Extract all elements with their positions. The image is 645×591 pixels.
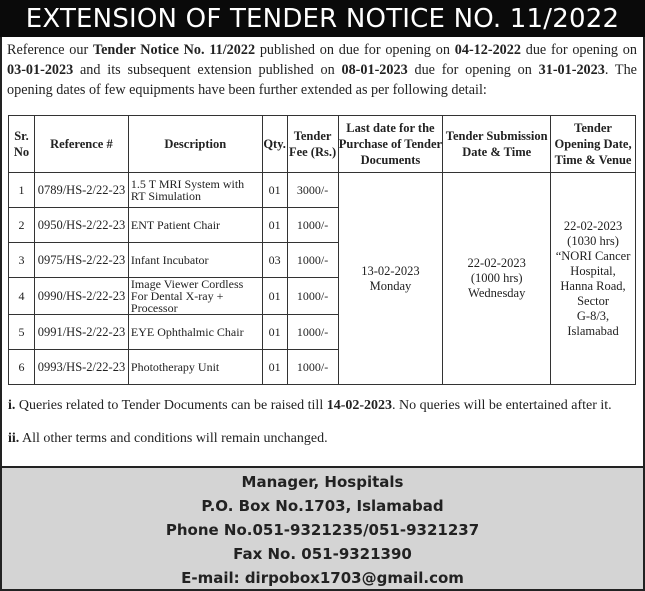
table-row [9,173,636,208]
cell-ref: 0950/HS-2/22-23 [34,208,128,243]
cell-sr: 2 [9,208,35,243]
intro-text: . The opening dates of few equipments have been further extended as per following detail: [7,62,637,98]
cell-ref: 0975/HS-2/22-23 [34,243,128,278]
cell-qty: 01 [262,208,287,243]
footer-phone: Phone No.051-9321235/051-9321237 [165,521,480,539]
column-header: Last date for the Purchase of Tender Documents [338,116,443,173]
note-label: ii. [8,431,20,446]
cell-ref: 0789/HS-2/22-23 [34,173,128,208]
contact-footer [2,466,643,589]
cell-fee: 1000/- [287,350,338,385]
footer-address: P.O. Box No.1703, Islamabad [201,497,444,515]
intro-highlight: 31-01-2023 [538,62,605,78]
notice-title: EXTENSION OF TENDER NOTICE NO. 11/2022 [0,0,645,37]
intro-highlight: 03-01-2023 [7,62,74,78]
footer-fax: Fax No. 051-9321390 [233,545,412,563]
cell-fee: 3000/- [287,173,338,208]
note-text: . No queries will be entertained after it. [392,398,612,413]
column-header: Tender Submission Date & Time [443,116,551,173]
note-text: Queries related to Tender Documents can be raised till [15,398,327,413]
cell-line: Monday [369,278,412,293]
cell-line: Sector [577,293,610,308]
cell-ref: 0993/HS-2/22-23 [34,350,128,385]
cell-line: 22-02-2023 [467,256,526,270]
cell-line: 13-02-2023 [361,263,420,278]
column-header: Sr. No [9,116,35,173]
cell-line: “NORI Cancer [555,248,631,263]
intro-text: due for opening on [407,62,539,78]
cell-desc: Infant Incubator [128,243,262,278]
cell-qty: 03 [262,243,287,278]
table-header-row [9,116,636,173]
cell-sr: 4 [9,278,35,315]
intro-text: Reference our [7,42,93,58]
cell-line: (1030 hrs) [567,233,619,248]
cell-line: G-8/3, [576,308,610,323]
footer-office: Manager, Hospitals [241,473,404,491]
cell-desc: EYE Ophthalmic Chair [128,315,262,350]
cell-sr: 5 [9,315,35,350]
intro-text: and its subsequent extension published on [73,62,342,78]
cell-qty: 01 [262,315,287,350]
column-header: Tender Fee (Rs.) [287,116,338,173]
cell-desc: Phototherapy Unit [128,350,262,385]
column-header: Qty. [262,116,287,173]
cell-line: (1000 hrs) [470,271,523,285]
cell-desc: 1.5 T MRI System with RT Simulation [128,173,262,208]
note-date: 14-02-2023 [326,398,393,413]
cell-fee: 1000/- [287,243,338,278]
cell-qty: 01 [262,173,287,208]
cell-desc: ENT Patient Chair [128,208,262,243]
note-2 [8,431,328,447]
column-header: Reference # [34,116,128,173]
column-header: Tender Opening Date, Time & Venue [551,116,636,173]
cell-sr: 1 [9,173,35,208]
intro-text: due for opening on [520,42,637,58]
intro-highlight: 04-12-2022 [454,42,521,58]
intro-text: published on due for opening on [255,42,455,58]
cell-sr: 6 [9,350,35,385]
cell-fee: 1000/- [287,208,338,243]
cell-ref: 0991/HS-2/22-23 [34,315,128,350]
tender-table [8,115,636,385]
cell-line: Wednesday [468,286,526,300]
cell-last-date [338,173,443,385]
note-label: i. [8,398,16,413]
cell-qty: 01 [262,278,287,315]
intro-paragraph [7,40,637,100]
note-1 [8,398,612,414]
cell-sr: 3 [9,243,35,278]
intro-highlight: 08-01-2023 [341,62,408,78]
footer-email[interactable]: E-mail: dirpobox1703@gmail.com [181,569,464,587]
cell-line: Hanna Road, [560,278,626,293]
cell-fee: 1000/- [287,315,338,350]
cell-line: Islamabad [567,323,619,338]
cell-fee: 1000/- [287,278,338,315]
intro-highlight: Tender Notice No. 11/2022 [92,42,256,58]
cell-qty: 01 [262,350,287,385]
cell-line: Hospital, [570,263,616,278]
cell-line: 22-02-2023 [563,218,623,233]
note-text: All other terms and conditions will remain unchanged. [19,431,328,446]
cell-ref: 0990/HS-2/22-23 [34,278,128,315]
cell-submission [443,173,551,385]
cell-opening [551,173,636,385]
column-header: Description [128,116,262,173]
cell-desc: Image Viewer Cordless For Dental X-ray + Processor [128,278,262,315]
